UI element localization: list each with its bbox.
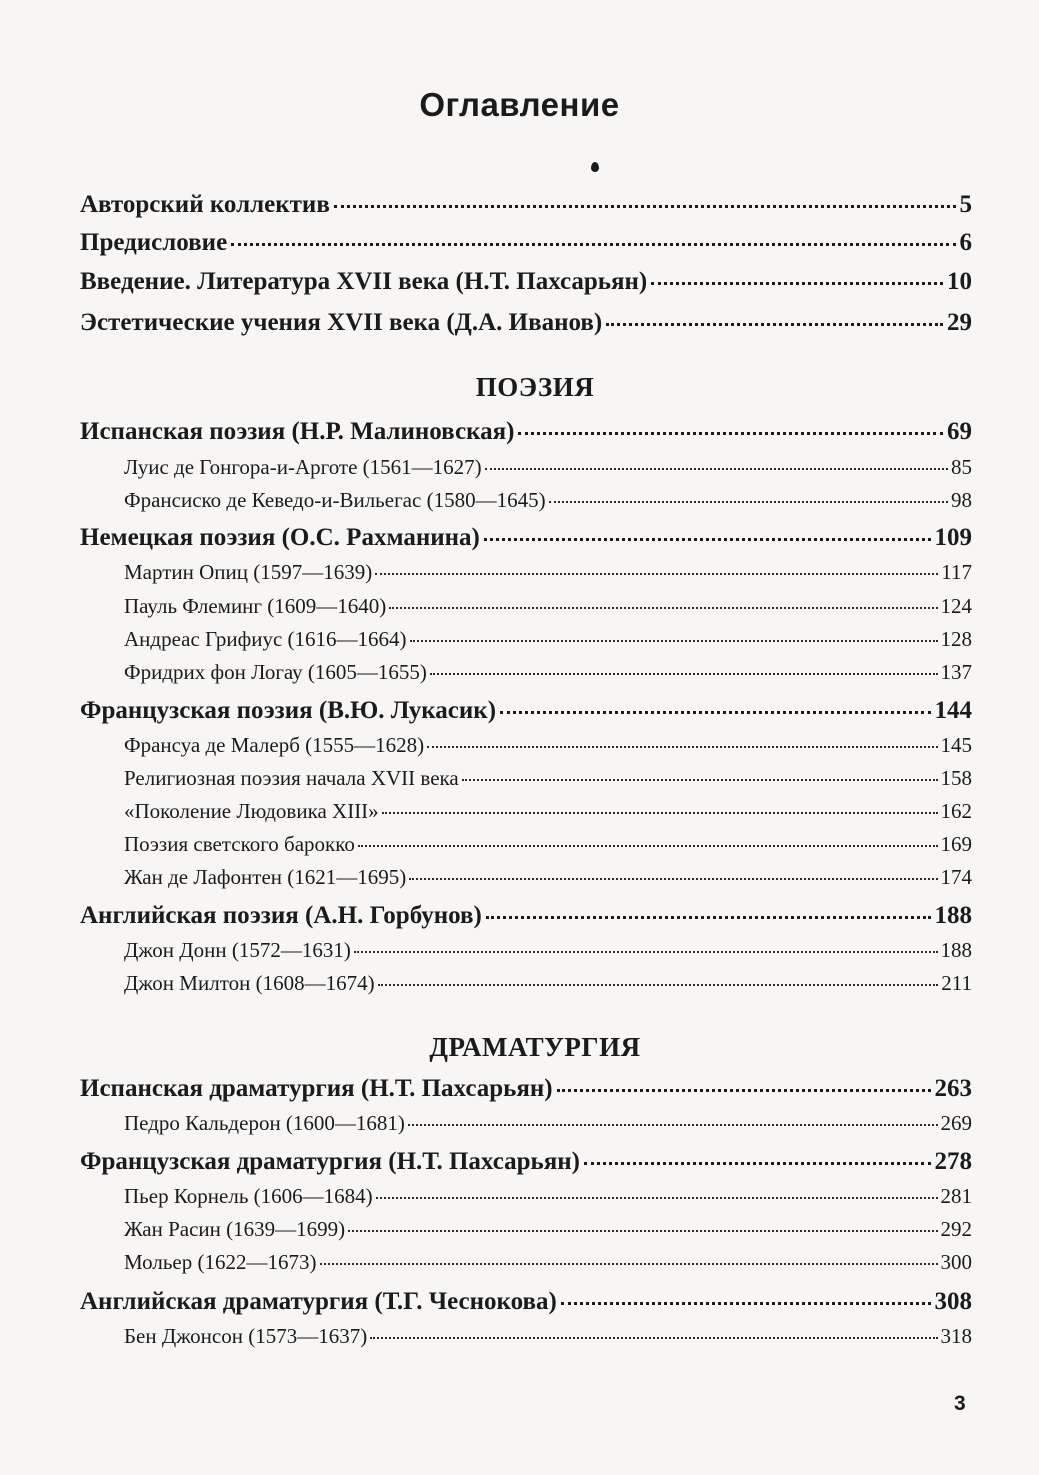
toc-item-label: Поэзия светского барокко xyxy=(124,832,355,856)
toc-item-label: Фридрих фон Логау (1605—1655) xyxy=(124,660,427,684)
toc-chapter-label: Французская поэзия (В.Ю. Лукасик) xyxy=(80,697,497,724)
dot-leader xyxy=(584,1162,931,1165)
toc-page-number: 117 xyxy=(941,560,972,584)
toc-entry-label: Эстетические учения XVII века (Д.А. Иванов) xyxy=(80,309,603,336)
toc-entry[interactable] xyxy=(80,191,972,219)
toc-page-number: 158 xyxy=(940,766,972,790)
dot-leader xyxy=(549,501,948,503)
toc-page-number: 5 xyxy=(959,191,972,218)
toc-page-number: 124 xyxy=(940,594,972,618)
toc-item[interactable] xyxy=(124,560,972,585)
toc-item[interactable] xyxy=(124,1250,972,1275)
toc-item-label: Педро Кальдерон (1600—1681) xyxy=(124,1111,405,1135)
toc-item[interactable] xyxy=(124,832,972,857)
toc-chapter[interactable] xyxy=(80,697,972,725)
toc-chapter-label: Испанская поэзия (Н.Р. Малиновская) xyxy=(80,418,515,445)
dot-leader xyxy=(389,607,937,609)
toc-chapter-label: Английская поэзия (А.Н. Горбунов) xyxy=(80,902,482,929)
section-heading-drama: ДРАМАТУРГИЯ xyxy=(429,1032,641,1062)
toc-chapter-label: Немецкая поэзия (О.С. Рахманина) xyxy=(80,524,480,551)
toc-item[interactable] xyxy=(124,1217,972,1242)
page-title: Оглавление xyxy=(419,86,620,123)
dot-leader xyxy=(376,1197,938,1199)
toc-entry-label: Введение. Литература XVII века (Н.Т. Пахсарьян) xyxy=(80,268,648,295)
toc-item-label: Джон Донн (1572—1631) xyxy=(124,938,351,962)
toc-page-number: 318 xyxy=(940,1324,972,1348)
dot-leader xyxy=(354,951,938,953)
toc-item[interactable] xyxy=(124,455,972,480)
toc-chapter-label: Французская драматургия (Н.Т. Пахсарьян) xyxy=(80,1148,580,1175)
toc-chapter[interactable] xyxy=(80,1075,972,1103)
dot-leader xyxy=(231,243,955,246)
dot-leader xyxy=(518,432,943,435)
dot-leader xyxy=(408,1124,938,1126)
dot-leader xyxy=(382,812,938,814)
dot-leader xyxy=(462,779,938,781)
dot-leader xyxy=(485,468,948,470)
dot-leader xyxy=(409,878,937,880)
toc-page-number: 174 xyxy=(940,865,972,889)
toc-chapter-label: Испанская драматургия (Н.Т. Пахсарьян) xyxy=(80,1075,553,1102)
toc-item-label: Пауль Флеминг (1609—1640) xyxy=(124,594,387,618)
toc-page-number: 300 xyxy=(940,1250,972,1274)
toc-page-number: 128 xyxy=(940,627,972,651)
toc-page-number: 144 xyxy=(934,697,972,724)
toc-page-number: 69 xyxy=(947,418,972,445)
toc-page-number: 188 xyxy=(934,902,972,929)
dot-leader xyxy=(606,323,943,326)
toc-page-number: 292 xyxy=(940,1217,972,1241)
toc-page-number: 263 xyxy=(934,1075,972,1102)
toc-page-number: 278 xyxy=(934,1148,972,1175)
dot-leader xyxy=(370,1337,937,1339)
toc-item[interactable] xyxy=(124,1324,972,1349)
toc-page-number: 6 xyxy=(959,229,972,256)
toc-item-label: Джон Милтон (1608—1674) xyxy=(124,971,375,995)
toc-item[interactable] xyxy=(124,1111,972,1136)
toc-item[interactable] xyxy=(124,1184,972,1209)
toc-item-label: Франсуа де Малерб (1555—1628) xyxy=(124,733,425,757)
dot-leader xyxy=(375,573,938,575)
toc-page-number: 308 xyxy=(934,1288,972,1315)
toc-item-label: Жан Расин (1639—1699) xyxy=(124,1217,346,1241)
toc-item-label: Луис де Гонгора-и-Арготе (1561—1627) xyxy=(124,455,482,479)
toc-item[interactable] xyxy=(124,627,972,652)
toc-page-number: 10 xyxy=(947,268,972,295)
dot-leader xyxy=(410,640,938,642)
toc-entry-label: Предисловие xyxy=(80,229,228,256)
toc-page-number: 98 xyxy=(951,488,972,512)
toc-item[interactable] xyxy=(124,488,972,513)
toc-item[interactable] xyxy=(124,766,972,791)
toc-page-number: 29 xyxy=(947,309,972,336)
toc-item-label: Франсиско де Кеведо-и-Вильегас (1580—1645) xyxy=(124,488,546,512)
toc-page-number: 162 xyxy=(940,799,972,823)
dot-leader xyxy=(484,538,931,541)
folio-page-number: 3 xyxy=(954,1392,966,1415)
toc-page-number: 281 xyxy=(940,1184,972,1208)
toc-chapter-label: Английская драматургия (Т.Г. Чеснокова) xyxy=(80,1288,557,1315)
toc-page-number: 211 xyxy=(941,971,972,995)
dot-leader xyxy=(358,845,938,847)
toc-item[interactable] xyxy=(124,938,972,963)
toc-item[interactable] xyxy=(124,971,972,996)
title-ornament xyxy=(591,162,599,172)
toc-page-number: 145 xyxy=(940,733,972,757)
toc-item-label: «Поколение Людовика XIII» xyxy=(124,799,379,823)
dot-leader xyxy=(427,746,937,748)
toc-page-number: 169 xyxy=(940,832,972,856)
toc-item[interactable] xyxy=(124,799,972,824)
toc-item-label: Мартин Опиц (1597—1639) xyxy=(124,560,373,584)
dot-leader xyxy=(557,1089,931,1092)
toc-item[interactable] xyxy=(124,733,972,758)
section-heading-poetry: ПОЭЗИЯ xyxy=(475,372,595,402)
toc-entry-label: Авторский коллектив xyxy=(80,191,330,218)
toc-item-label: Бен Джонсон (1573—1637) xyxy=(124,1324,368,1348)
toc-entry[interactable] xyxy=(80,309,972,337)
toc-chapter[interactable] xyxy=(80,1288,972,1316)
dot-leader xyxy=(430,673,938,675)
toc-item-label: Жан де Лафонтен (1621—1695) xyxy=(124,865,407,889)
toc-item-label: Религиозная поэзия начала XVII века xyxy=(124,766,459,790)
toc-item[interactable] xyxy=(124,660,972,685)
toc-page-number: 188 xyxy=(940,938,972,962)
dot-leader xyxy=(500,711,930,714)
toc-entry[interactable] xyxy=(80,268,972,296)
toc-page-number: 137 xyxy=(940,660,972,684)
toc-item[interactable] xyxy=(124,594,972,619)
dot-leader xyxy=(320,1263,938,1265)
toc-page-number: 269 xyxy=(940,1111,972,1135)
dot-leader xyxy=(486,916,931,919)
toc-chapter[interactable] xyxy=(80,524,972,552)
toc-item[interactable] xyxy=(124,865,972,890)
dot-leader xyxy=(561,1302,931,1305)
dot-leader xyxy=(378,984,939,986)
toc-page-number: 85 xyxy=(951,455,972,479)
dot-leader xyxy=(334,205,956,208)
toc-chapter[interactable] xyxy=(80,902,972,930)
dot-leader xyxy=(348,1230,937,1232)
dot-leader xyxy=(651,282,943,285)
toc-chapter[interactable] xyxy=(80,1148,972,1176)
toc-page-number: 109 xyxy=(934,524,972,551)
toc-entry[interactable] xyxy=(80,229,972,257)
toc-chapter[interactable] xyxy=(80,418,972,446)
toc-item-label: Мольер (1622—1673) xyxy=(124,1250,317,1274)
toc-item-label: Пьер Корнель (1606—1684) xyxy=(124,1184,373,1208)
toc-item-label: Андреас Грифиус (1616—1664) xyxy=(124,627,407,651)
